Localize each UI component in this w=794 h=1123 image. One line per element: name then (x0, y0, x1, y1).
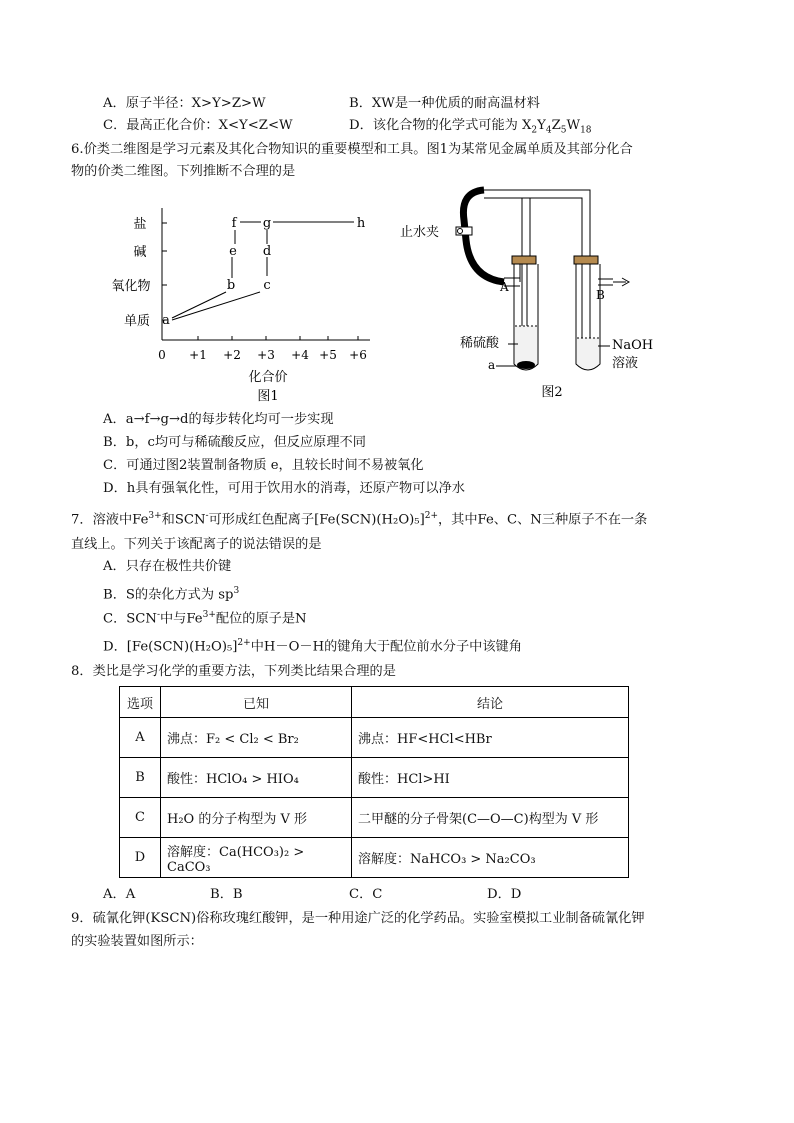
figure-2-caption: 图2 (541, 385, 563, 400)
row-conclusion: 沸点：HF<HCl<HBr (352, 718, 629, 758)
point-d: d (262, 244, 272, 259)
q8-answer-d: D．D (487, 887, 522, 902)
row-known: 酸性：HClO₄ > HIO₄ (161, 758, 352, 798)
naoh-label: NaOH (612, 338, 654, 353)
clamp-label: 止水夹 (400, 225, 440, 240)
edge-a-c (172, 292, 260, 320)
row-option: B (120, 758, 161, 798)
point-c: c (263, 278, 271, 293)
q7-option-d: D．$[Fe(SCN)(H_2O)_5]^{2+}$中H－O－H的键角大于配位前水分子中该键角 (103, 638, 522, 655)
point-e: e (229, 244, 237, 259)
acid-label: 稀硫酸 (460, 336, 500, 351)
figure-1-valence-class-chart (111, 200, 388, 410)
q5-option-c: C．最高正化合价：X<Y<Z<W (103, 118, 293, 133)
stopper-right (574, 256, 598, 264)
q7-option-a: A．只存在极性共价键 (103, 559, 232, 574)
q8-stem: 8．类比是学习化学的重要方法，下列类比结果合理的是 (71, 664, 396, 679)
naoh-solution-label: 溶液 (612, 356, 639, 371)
point-h: h (356, 216, 366, 231)
point-f: f (231, 216, 237, 231)
point-a: a (162, 313, 170, 328)
x-tick-1: +1 (189, 348, 207, 362)
q7-option-b: B．S的杂化方式为 $sp^3$ (103, 586, 240, 603)
x-tick-6: +6 (349, 348, 367, 362)
row-known: 沸点：F₂ < Cl₂ < Br₂ (161, 718, 352, 758)
q5-option-a: A．原子半径：X>Y>Z>W (103, 96, 266, 111)
clamp-icon (456, 227, 472, 235)
q6-stem-line2: 物的价类二维图。下列推断不合理的是 (71, 164, 296, 179)
row-conclusion: 二甲醚的分子骨架(C—O—C)构型为 V 形 (352, 798, 629, 838)
point-g: g (262, 216, 272, 231)
q8-table (119, 686, 629, 878)
table-header-row (120, 687, 629, 718)
row-conclusion: 酸性：HCl>HI (352, 758, 629, 798)
q8-answer-c: C．C (349, 887, 383, 902)
q6-option-d: D．h具有强氧化性，可用于饮用水的消毒，还原产物可以净水 (103, 481, 465, 496)
x-tick-3: +3 (257, 348, 275, 362)
header-conclusion: 结论 (352, 687, 629, 718)
row-conclusion: 溶解度：NaHCO₃ > Na₂CO₃ (352, 838, 629, 878)
q5-option-d: D．该化合物的化学式可能为 $X_2Y_4Z_5W_{18}$ (349, 118, 592, 136)
row-known: 溶解度：Ca(HCO₃)₂ > CaCO₃ (161, 838, 352, 878)
row-option: D (120, 838, 161, 878)
q6-stem-line1: 6.价类二维图是学习元素及其化合物知识的重要模型和工具。图1为某常见金属单质及其部分化合 (71, 142, 633, 157)
y-label-base: 碱 (133, 245, 147, 260)
q8-answer-b: B．B (210, 887, 243, 902)
x-tick-2: +2 (223, 348, 241, 362)
row-known: H₂O 的分子构型为 V 形 (161, 798, 352, 838)
q5-option-b: B．XW是一种优质的耐高温材料 (349, 96, 540, 111)
table-row (120, 758, 629, 798)
stopper-left (512, 256, 536, 264)
header-option: 选项 (120, 687, 161, 718)
y-label-oxide: 氧化物 (111, 279, 151, 294)
tube-b-label: B (596, 288, 605, 302)
q6-option-b: B．b，c均可与稀硫酸反应，但反应原理不同 (103, 435, 366, 450)
x-axis-label: 化合价 (248, 370, 288, 385)
y-label-element: 单质 (123, 314, 151, 329)
table-row (120, 798, 629, 838)
solid-a-icon (517, 361, 535, 369)
row-option: A (120, 718, 161, 758)
table-row (120, 838, 629, 878)
q6-option-a: A．a→f→g→d的每步转化均可一步实现 (103, 412, 334, 427)
x-tick-5: +5 (319, 348, 337, 362)
x-tick-0: 0 (158, 348, 166, 362)
header-known: 已知 (161, 687, 352, 718)
q9-stem-line1: 9．硫氰化钾(KSCN)俗称玫瑰红酸钾，是一种用途广泛的化学药品。实验室模拟工业制备硫氰化钾 (71, 911, 645, 926)
point-b: b (226, 278, 236, 293)
q7-stem-line1: 7．溶液中$Fe^{3+}$和SCN-可形成红色配离子$[Fe(SCN)(H_2O)_5]^{2+}$，其中Fe、C、N三种原子不在一条 (71, 511, 648, 528)
y-label-salt: 盐 (133, 217, 147, 232)
tube-a-label: A (500, 280, 509, 294)
figure-1-caption: 图1 (257, 389, 279, 404)
row-option: C (120, 798, 161, 838)
q7-stem-line2: 直线上。下列关于该配离子的说法错误的是 (71, 537, 322, 552)
figure-2-apparatus (398, 178, 654, 403)
x-tick-4: +4 (291, 348, 309, 362)
q9-stem-line2: 的实验装置如图所示： (71, 934, 203, 949)
q7-option-c: C．SCN-中与$Fe^{3+}$配位的原子是N (103, 610, 307, 627)
q8-answer-a: A．A (103, 887, 136, 902)
q6-option-c: C．可通过图2装置制备物质 e，且较长时间不易被氧化 (103, 458, 424, 473)
table-row (120, 718, 629, 758)
solid-label: a (488, 358, 496, 372)
rubber-tube (463, 190, 504, 282)
